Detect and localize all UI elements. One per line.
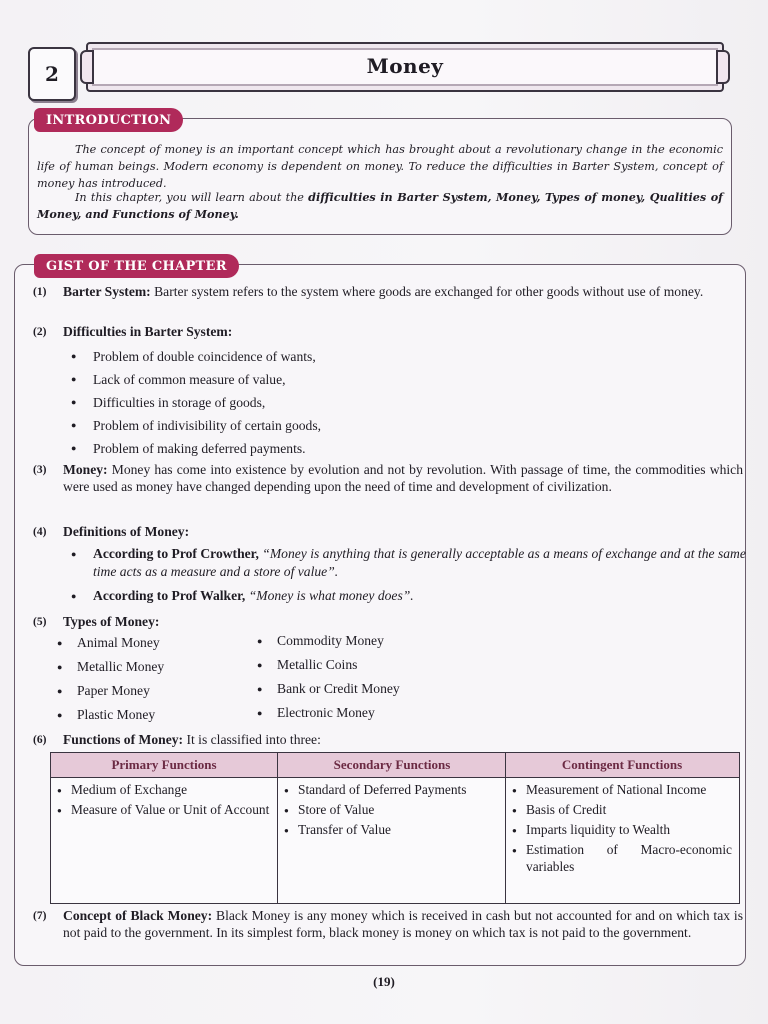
introduction-box xyxy=(28,118,732,235)
list-item: ● Problem of making deferred payments. xyxy=(71,437,321,460)
table-header-cell: Contingent Functions xyxy=(561,757,683,772)
gist-tag: GIST OF THE CHAPTER xyxy=(34,254,239,278)
type-item: ● Animal Money xyxy=(57,635,160,651)
list-item: ● Lack of common measure of value, xyxy=(71,368,321,391)
item-text: Money has come into existence by evolution and not by revolution. With passage of time, the commodities which were used as money have changed depending upon the need of time and development of civilization. xyxy=(63,462,743,494)
list-item: ● Basis of Credit xyxy=(512,801,732,818)
definition-walker xyxy=(71,587,751,605)
list-item: ● Imparts liquidity to Wealth xyxy=(512,821,732,838)
item-heading: Types of Money: xyxy=(63,614,160,629)
item-text: Black Money is any money which is received in cash but not accounted for and on which tax is not paid to the government. In its simplest form, black money is money on which tax is not paid to the government. xyxy=(63,908,743,940)
gist-item-4 xyxy=(33,523,743,540)
definition-quote: “Money is anything that is generally acceptable as a means of exchange and at the same time acts as a measure and a store of value”. xyxy=(93,546,746,579)
table-header-cell: Primary Functions xyxy=(111,757,217,772)
item-heading: Barter System: xyxy=(63,284,151,299)
definition-author: According to Prof Crowther, xyxy=(93,546,259,561)
table-header-cell: Secondary Functions xyxy=(333,757,451,772)
bullet-icon: ● xyxy=(71,591,77,601)
type-item: ● Plastic Money xyxy=(57,707,155,723)
list-item: ● Store of Value xyxy=(284,801,500,818)
type-item: ● Paper Money xyxy=(57,683,150,699)
barter-difficulties-list xyxy=(71,345,321,460)
item-number: (1) xyxy=(33,286,47,298)
contingent-functions-list xyxy=(512,781,732,878)
gist-item-7 xyxy=(33,907,743,941)
type-item: ● Metallic Money xyxy=(57,659,164,675)
item-heading: Concept of Black Money: xyxy=(63,908,213,923)
list-item: ● Transfer of Value xyxy=(284,821,500,838)
type-item: ● Metallic Coins xyxy=(257,657,357,673)
item-number: (7) xyxy=(33,910,47,922)
definition-quote: “Money is what money does”. xyxy=(245,588,414,603)
secondary-functions-column xyxy=(277,753,506,903)
list-item: ● Difficulties in storage of goods, xyxy=(71,391,321,414)
introduction-paragraph-1: The concept of money is an important concept which has brought about a revolutionary change in the economic life of human beings. Modern economy is dependent on money. To reduce the difficulties in Barter System, concept of money has introduced. xyxy=(37,143,723,190)
functions-table xyxy=(50,752,740,904)
contingent-functions-column xyxy=(505,753,738,903)
list-item: ● Measure of Value or Unit of Account xyxy=(57,801,271,818)
definition-crowther xyxy=(71,545,751,581)
item-number: (6) xyxy=(33,734,47,746)
chapter-number-box xyxy=(28,47,76,101)
introduction-paragraph-2 xyxy=(37,189,723,223)
item-number: (3) xyxy=(33,464,47,476)
primary-functions-column xyxy=(51,753,277,903)
list-item: ● Medium of Exchange xyxy=(57,781,271,798)
item-number: (2) xyxy=(33,326,47,338)
gist-item-1 xyxy=(33,283,743,300)
page-number: (19) xyxy=(373,974,395,989)
list-item: ● Estimation of Macro-economic variables xyxy=(512,841,732,875)
gist-item-5 xyxy=(33,613,743,630)
item-heading: Definitions of Money: xyxy=(63,524,190,539)
type-item: ● Electronic Money xyxy=(257,705,375,721)
gist-item-2 xyxy=(33,323,743,340)
item-heading: Functions of Money: xyxy=(63,732,184,747)
intro-bold-text: difficulties in Barter System, Money, Types of money, Qualities of Money, and Functions of Money. xyxy=(37,190,723,221)
chapter-title: Money xyxy=(366,54,444,78)
type-item: ● Bank or Credit Money xyxy=(257,681,400,697)
item-number: (4) xyxy=(33,526,47,538)
chapter-title-banner xyxy=(86,42,724,92)
introduction-tag: INTRODUCTION xyxy=(34,108,183,132)
list-item: ● Measurement of National Income xyxy=(512,781,732,798)
item-text: It is classified into three: xyxy=(183,732,321,747)
list-item: ● Problem of double coincidence of wants, xyxy=(71,345,321,368)
bullet-icon: ● xyxy=(71,549,77,559)
item-text: Barter system refers to the system where goods are exchanged for other goods without use of money. xyxy=(150,284,704,299)
chapter-number: 2 xyxy=(45,62,59,86)
list-item: ● Problem of indivisibility of certain goods, xyxy=(71,414,321,437)
primary-functions-list xyxy=(57,781,271,821)
intro-lead-text: In this chapter, you will learn about the xyxy=(75,191,309,204)
definition-author: According to Prof Walker, xyxy=(93,588,246,603)
gist-item-3 xyxy=(33,461,743,495)
item-heading: Difficulties in Barter System: xyxy=(63,324,233,339)
list-item: ● Standard of Deferred Payments xyxy=(284,781,500,798)
type-item: ● Commodity Money xyxy=(257,633,384,649)
gist-item-6 xyxy=(33,731,743,748)
secondary-functions-list xyxy=(284,781,500,841)
item-heading: Money: xyxy=(63,462,108,477)
item-number: (5) xyxy=(33,616,47,628)
